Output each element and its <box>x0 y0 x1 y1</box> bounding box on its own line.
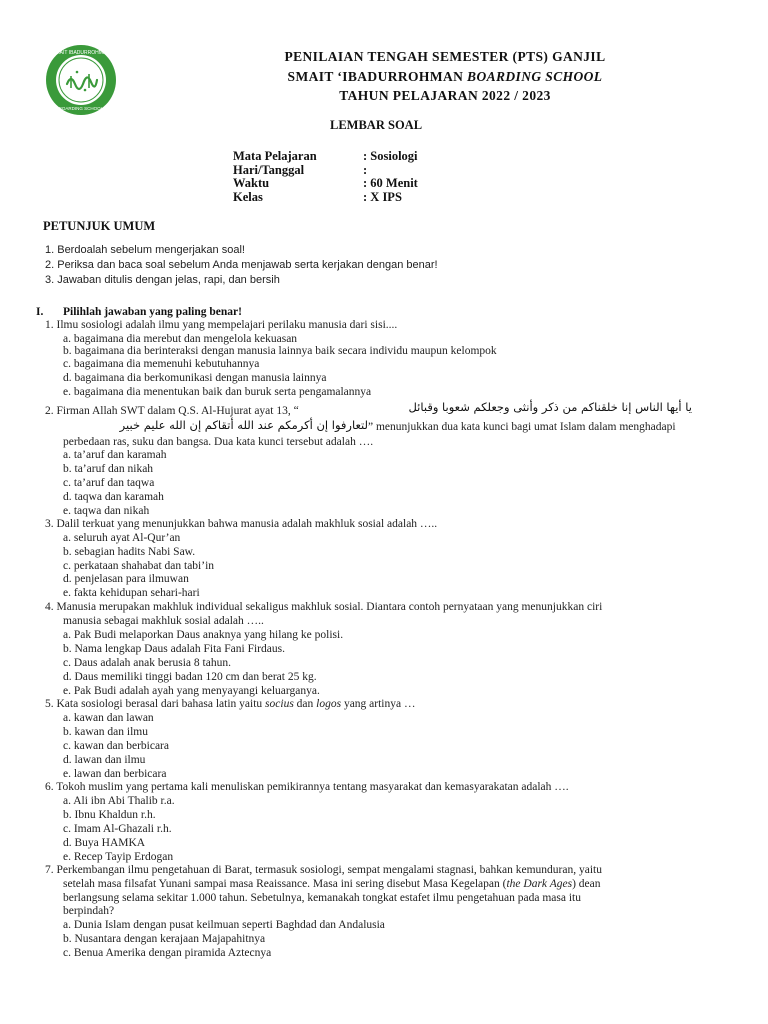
exam-info <box>233 150 418 204</box>
info-row: Kelas : X IPS <box>233 189 402 204</box>
header-line-1: PENILAIAN TENGAH SEMESTER (PTS) GANJIL <box>284 49 606 64</box>
question-7: 7. Perkembangan ilmu pengetahuan di Barat, termasuk sosiologi, sempat mengalami stagnasi, bahkan kemunduran, yaitu <box>45 864 602 876</box>
option: c. Daus adalah anak berusia 8 tahun. <box>63 657 231 669</box>
option: b. Ibnu Khaldun r.h. <box>63 809 156 821</box>
info-row: Mata Pelajaran : Sosiologi <box>233 149 418 163</box>
option: c. Imam Al-Ghazali r.h. <box>63 823 172 835</box>
option: b. Nusantara dengan kerajaan Majapahitnya <box>63 933 266 945</box>
option: a. Dunia Islam dengan pusat keilmuan seperti Baghdad dan Andalusia <box>63 919 385 931</box>
option: e. taqwa dan nikah <box>63 505 150 517</box>
question-6: 6. Tokoh muslim yang pertama kali menuliskan pemikirannya tentang masyarakat dan kemasyarakatan adalah …. <box>45 781 569 793</box>
option: a. seluruh ayat Al-Qur’an <box>63 532 181 544</box>
option: a. kawan dan lawan <box>63 712 154 724</box>
option: e. Pak Budi adalah ayah yang menyayangi keluarganya. <box>63 685 320 697</box>
option: d. taqwa dan karamah <box>63 491 164 503</box>
option: b. kawan dan ilmu <box>63 726 148 738</box>
option: a. ta’aruf dan karamah <box>63 449 167 461</box>
logo-text-bottom: BOARDING SCHOOL <box>58 106 104 111</box>
instruction-item: 2. Periksa dan baca soal sebelum Anda menjawab serta kerjakan dengan benar! <box>45 259 438 271</box>
question-3: 3. Dalil terkuat yang menunjukkan bahwa manusia adalah makhluk sosial adalah ….. <box>45 518 438 530</box>
question-2: 2. Firman Allah SWT dalam Q.S. Al-Hujurat ayat 13, “ <box>45 405 299 417</box>
info-row: Hari/Tanggal : <box>233 162 368 177</box>
header-line-3: TAHUN PELAJARAN 2022 / 2023 <box>339 88 551 103</box>
option: a. Ali ibn Abi Thalib r.a. <box>63 795 175 807</box>
option: a. Pak Budi melaporkan Daus anaknya yang hilang ke polisi. <box>63 629 344 641</box>
header-line-2: SMAIT ‘IBADURROHMAN BOARDING SCHOOL <box>287 69 603 84</box>
question-2-cont: perbedaan ras, suku dan bangsa. Dua kata kunci tersebut adalah …. <box>63 436 374 448</box>
instruction-item: 1. Berdoalah sebelum mengerjakan soal! <box>45 244 245 256</box>
option: d. Buya HAMKA <box>63 837 146 849</box>
option: e. Recep Tayip Erdogan <box>63 851 174 863</box>
option: b. Nama lengkap Daus adalah Fita Fani Firdaus. <box>63 643 285 655</box>
instruction-item: 3. Jawaban ditulis dengan jelas, rapi, dan bersih <box>45 274 280 286</box>
option: e. bagaimana dia menentukan baik dan buruk serta pengamalannya <box>63 386 372 398</box>
question-1: 1. Ilmu sosiologi adalah ilmu yang mempelajari perilaku manusia dari sisi.... <box>45 319 398 331</box>
option: c. kawan dan berbicara <box>63 740 169 752</box>
instructions-heading: PETUNJUK UMUM <box>43 219 156 233</box>
page-title: LEMBAR SOAL <box>330 118 423 132</box>
arabic-verse-line-2: لتعارفوا إن أكرمكم عند الله أتقاكم إن الله عليم خبير <box>119 418 368 432</box>
option: b. ta’aruf dan nikah <box>63 463 154 475</box>
question-4-cont: manusia sebagai makhluk sosial adalah ….. <box>63 615 264 627</box>
option: c. bagaimana dia memenuhi kebutuhannya <box>63 358 260 370</box>
info-row: Waktu : 60 Menit <box>233 176 418 190</box>
section-number: I. <box>36 306 44 318</box>
option: e. fakta kehidupan sehari-hari <box>63 587 200 599</box>
option: b. bagaimana dia berinteraksi dengan manusia lainnya baik secara individu maupun kelompok <box>63 345 497 357</box>
question-7-cont: berpindah? <box>63 905 115 917</box>
option: c. ta’aruf dan taqwa <box>63 477 155 489</box>
logo-text-top: SMAIT IBADURROHMAN <box>52 50 110 56</box>
option: d. Daus memiliki tinggi badan 120 cm dan berat 25 kg. <box>63 671 317 683</box>
option: d. lawan dan ilmu <box>63 754 146 766</box>
question-4: 4. Manusia merupakan makhluk individual sekaligus makhluk sosial. Diantara contoh pernyataan yang menunjukkan ciri <box>45 601 603 613</box>
option: c. Benua Amerika dengan piramida Aztecnya <box>63 947 272 959</box>
question-2-cont: ” menunjukkan dua kata kunci bagi umat Islam dalam menghadapi <box>368 421 676 433</box>
option: d. penjelasan para ilmuwan <box>63 573 189 585</box>
option: c. perkataan shahabat dan tabi’in <box>63 560 215 572</box>
option: d. bagaimana dia berkomunikasi dengan manusia lainnya <box>63 372 327 384</box>
question-7-cont: setelah masa filsafat Yunani sampai masa Reaissance. Masa ini sering disebut Masa Kegelapan (the Dark Ages) dean <box>63 878 601 890</box>
school-logo <box>45 44 117 116</box>
question-5: 5. Kata sosiologi berasal dari bahasa latin yaitu socius dan logos yang artinya … <box>45 698 416 710</box>
option: b. sebagian hadits Nabi Saw. <box>63 546 196 558</box>
question-7-cont: berlangsung selama sekitar 1.000 tahun. Sebetulnya, kemanakah tongkat estafet ilmu pengetahuan pada masa itu <box>63 892 581 904</box>
arabic-verse-line-1: يا أيها الناس إنا خلقناكم من ذكر وأنثى وجعلكم شعوبا وقبائل <box>408 400 692 414</box>
option: a. bagaimana dia merebut dan mengelola kekuasan <box>63 333 298 345</box>
section-heading: Pilihlah jawaban yang paling benar! <box>63 306 242 318</box>
option: e. lawan dan berbicara <box>63 768 167 780</box>
